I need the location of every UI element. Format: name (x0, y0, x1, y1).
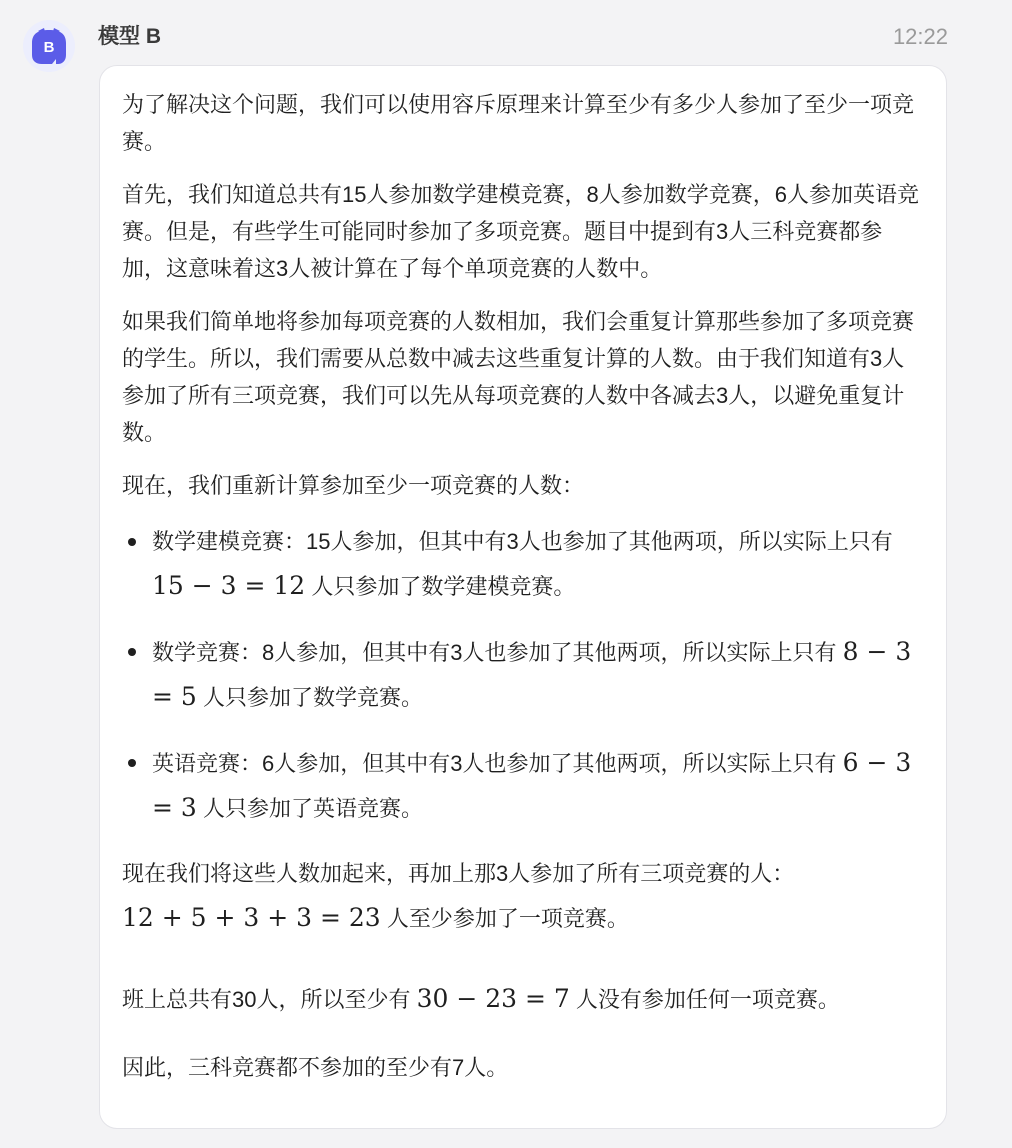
list-item (122, 520, 924, 609)
math-expression: 8 − 3 = 5 (152, 637, 912, 711)
paragraph-intro: 为了解决这个问题，我们可以使用容斥原理来计算至少有多少人参加了至少一项竞赛。 (122, 92, 915, 154)
list-item-tail: 人只参加了数学建模竞赛。 (311, 574, 576, 599)
paragraph-conclusion: 因此，三科竞赛都不参加的至少有7人。 (122, 1055, 509, 1080)
list-item (122, 741, 924, 831)
sum-tail: 人至少参加了一项竞赛。 (380, 906, 629, 931)
math-expression: 12 + 5 + 3 + 3 = 23 (122, 903, 381, 932)
bullet-dot (128, 759, 136, 767)
bot-logo-icon (22, 19, 76, 73)
bullet-dot (128, 538, 136, 546)
paragraph-given-facts: 首先，我们知道总共有15人参加数学建模竞赛，8人参加数学竞赛，6人参加英语竞赛。但是，有些学生可能同时参加了多项竞赛。题目中提到有3人三科竞赛都参加，这意味着这3人被计算在了每个单项竞赛的人数中。 (122, 182, 919, 281)
avatar-letter: B (43, 39, 55, 56)
list-item-text: 数学竞赛：8人参加，但其中有3人也参加了其他两项，所以实际上只有 (152, 640, 837, 665)
list-item-text: 数学建模竞赛：15人参加，但其中有3人也参加了其他两项，所以实际上只有 (152, 529, 893, 554)
math-expression: 15 − 3 = 12 (152, 571, 306, 600)
sum-text: 现在我们将这些人数加起来，再加上那3人参加了所有三项竞赛的人： (122, 861, 795, 886)
paragraph-recalculate: 现在，我们重新计算参加至少一项竞赛的人数： (122, 473, 585, 498)
sender-name: 模型 B (98, 25, 161, 48)
avatar (22, 19, 76, 73)
paragraph-total (122, 977, 924, 1022)
list-item-text: 英语竞赛：6人参加，但其中有3人也参加了其他两项，所以实际上只有 (152, 751, 837, 776)
bullet-dot (128, 648, 136, 656)
math-expression: 30 − 23 = 7 (416, 984, 570, 1013)
math-expression: 6 − 3 = 3 (152, 748, 912, 822)
paragraph-sum (122, 852, 924, 941)
list-item (122, 630, 924, 720)
total-text: 班上总共有30人，所以至少有 (122, 987, 417, 1012)
message-bubble (99, 65, 947, 1129)
total-tail: 人没有参加任何一项竞赛。 (569, 987, 840, 1012)
competition-list (122, 520, 924, 831)
list-item-tail: 人只参加了数学竞赛。 (202, 685, 423, 710)
list-item-tail: 人只参加了英语竞赛。 (202, 796, 423, 821)
paragraph-overlap-explanation: 如果我们简单地将参加每项竞赛的人数相加，我们会重复计算那些参加了多项竞赛的学生。所以，我们需要从总数中减去这些重复计算的人数。由于我们知道有3人参加了所有三项竞赛，我们可以先从每项竞赛的人数中各减去3人，以避免重复计数。 (122, 309, 915, 445)
message-timestamp: 12:22 (892, 24, 948, 49)
